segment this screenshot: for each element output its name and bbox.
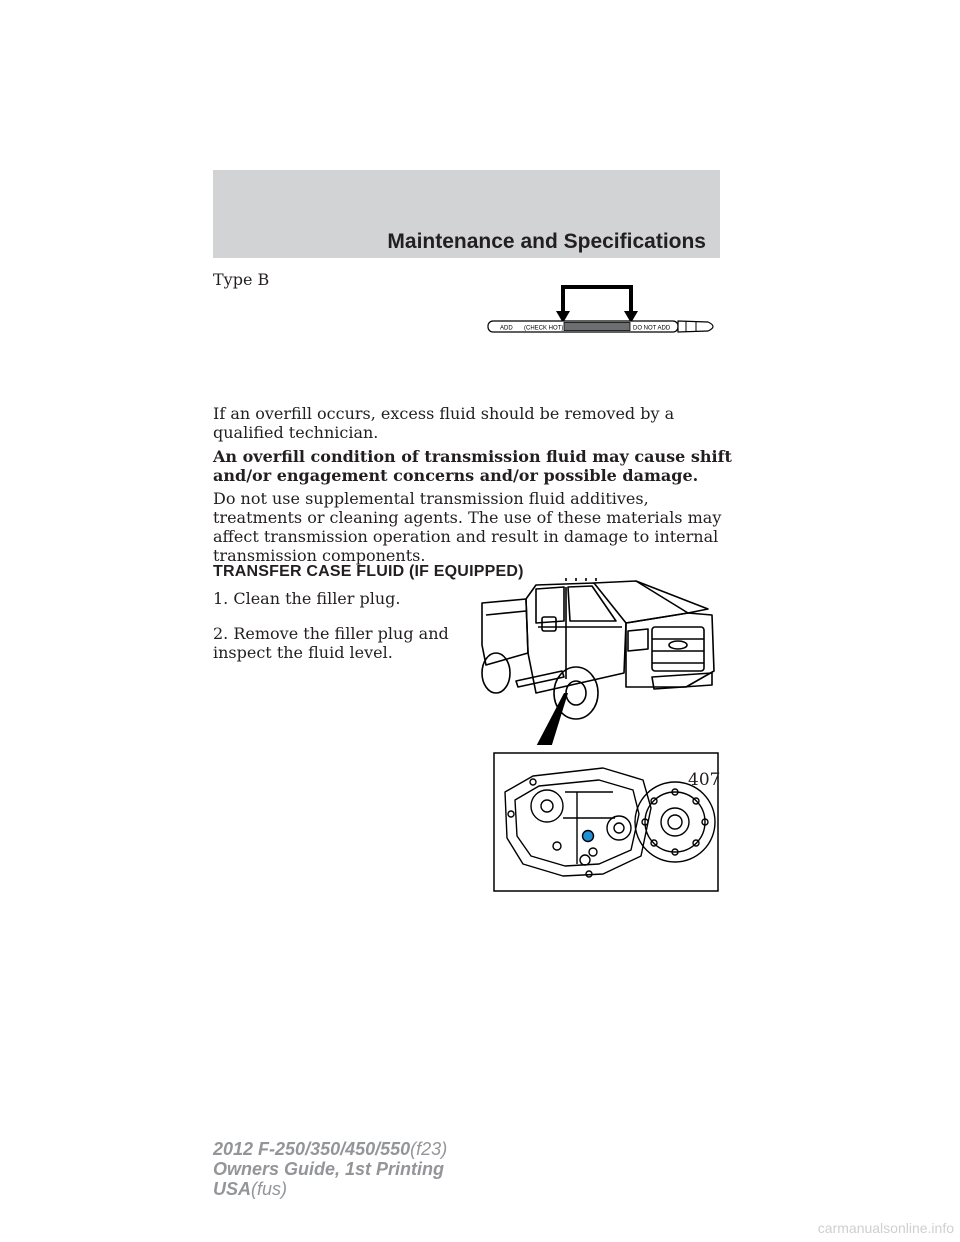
footer-model-code: (f23)	[410, 1139, 448, 1159]
footer-line-3	[213, 1179, 447, 1199]
step-2: 2. Remove the filler plug and inspect the fluid level.	[213, 624, 449, 662]
footer-market-code: (fus)	[251, 1179, 288, 1199]
footer	[213, 1139, 447, 1199]
truck-illustration	[476, 575, 724, 745]
footer-market: USA	[213, 1179, 252, 1199]
dipstick-check-hot-label: (CHECK HOT)	[524, 325, 564, 332]
footer-line-1	[213, 1139, 447, 1159]
overfill-warning: An overfill condition of transmission fluid may cause shift and/or engagement concerns and/or possible damage.	[213, 447, 732, 485]
section-heading: TRANSFER CASE FLUID (IF EQUIPPED)	[213, 563, 524, 580]
footer-model: 2012 F-250/350/450/550	[213, 1139, 411, 1159]
footer-line-2: Owners Guide, 1st Printing	[213, 1159, 445, 1179]
dipstick-illustration	[486, 283, 722, 338]
step-1: 1. Clean the filler plug.	[213, 589, 401, 608]
watermark: carmanualsonline.info	[817, 1220, 954, 1236]
type-b-label: Type B	[213, 270, 270, 289]
page-number: 407	[688, 770, 721, 790]
transfer-case-detail	[493, 752, 719, 892]
dipstick-add-label: ADD	[500, 325, 513, 332]
overfill-paragraph: If an overfill occurs, excess fluid should be removed by a qualified technician.	[213, 404, 675, 442]
page-header-title: Maintenance and Specifications	[387, 230, 706, 253]
dipstick-do-not-add-label: DO NOT ADD	[633, 325, 671, 332]
header-band	[213, 170, 720, 258]
additives-paragraph: Do not use supplemental transmission fluid additives, treatments or cleaning agents. The use of these materials may affect transmission operation and result in damage to internal transmission components.	[213, 489, 722, 565]
